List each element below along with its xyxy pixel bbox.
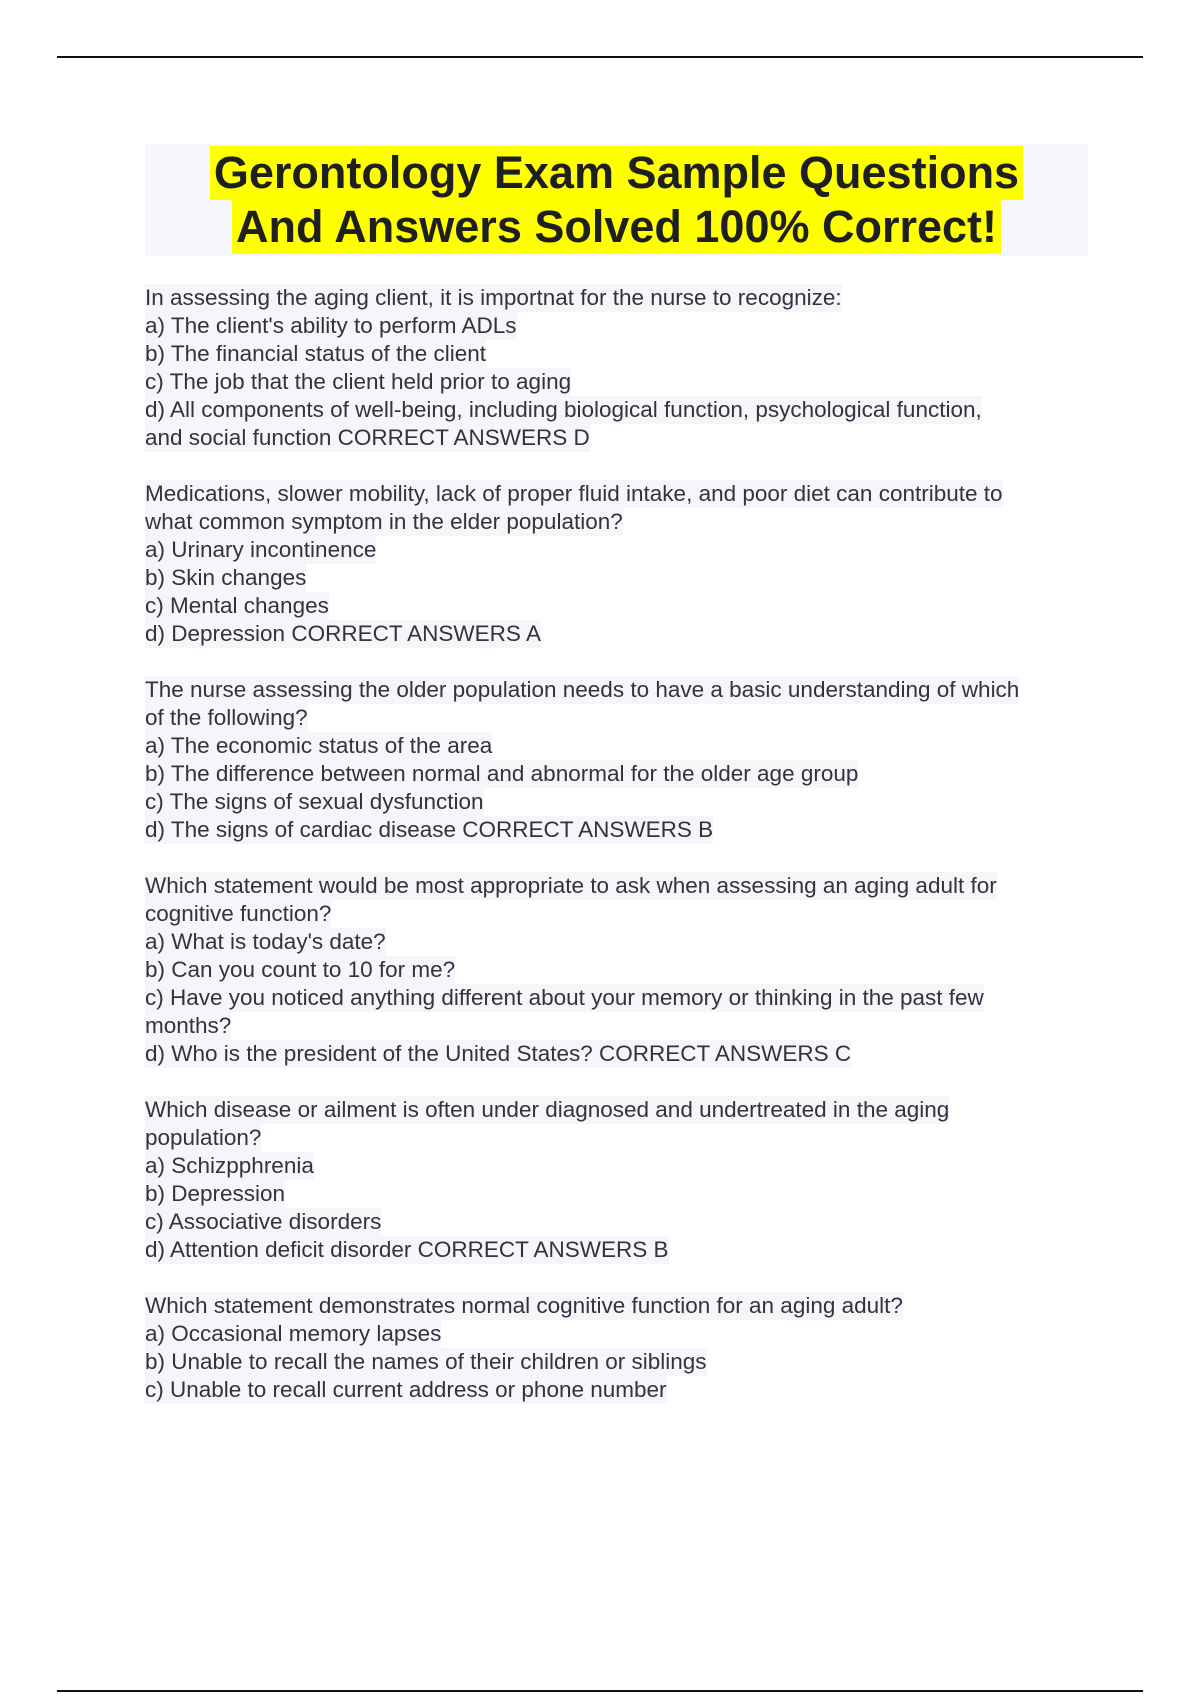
option-b: b) Unable to recall the names of their children or siblings [145, 1349, 707, 1374]
question-block-6 [145, 1292, 1095, 1404]
header-rule [57, 56, 1143, 58]
option-d-answer: d) Who is the president of the United States? CORRECT ANSWERS C [145, 1041, 852, 1066]
question-text: Medications, slower mobility, lack of proper fluid intake, and poor diet can contribute to [145, 481, 1003, 506]
question-block-5 [145, 1096, 1095, 1264]
option-a: a) The client's ability to perform ADLs [145, 313, 517, 338]
title-line-1: Gerontology Exam Sample Questions [210, 146, 1023, 200]
option-c: c) The signs of sexual dysfunction [145, 789, 484, 814]
option-a: a) What is today's date? [145, 929, 386, 954]
document-title [145, 144, 1088, 256]
option-b: b) Can you count to 10 for me? [145, 957, 456, 982]
option-d-answer: d) The signs of cardiac disease CORRECT ANSWERS B [145, 817, 714, 842]
option-c: c) Unable to recall current address or phone number [145, 1377, 667, 1402]
option-d-answer: d) Depression CORRECT ANSWERS A [145, 621, 541, 646]
question-block-4 [145, 872, 1095, 1068]
question-list [145, 284, 1095, 1432]
option-a: a) Occasional memory lapses [145, 1321, 442, 1346]
option-b: b) The difference between normal and abnormal for the older age group [145, 761, 859, 786]
option-d: d) All components of well-being, including biological function, psychological function, [145, 397, 982, 422]
question-text: Which statement would be most appropriate to ask when assessing an aging adult for [145, 873, 997, 898]
question-block-3 [145, 676, 1095, 844]
question-block-2 [145, 480, 1095, 648]
question-text: The nurse assessing the older population needs to have a basic understanding of which [145, 677, 1020, 702]
option-c: c) The job that the client held prior to aging [145, 369, 572, 394]
option-a: a) Schizpphrenia [145, 1153, 314, 1178]
question-text-continued: population? [145, 1125, 262, 1150]
footer-rule [57, 1690, 1143, 1692]
question-block-1 [145, 284, 1095, 452]
question-text-continued: cognitive function? [145, 901, 332, 926]
option-d-continued-answer: and social function CORRECT ANSWERS D [145, 425, 590, 450]
option-c: c) Have you noticed anything different about your memory or thinking in the past few [145, 985, 984, 1010]
question-text: In assessing the aging client, it is importnat for the nurse to recognize: [145, 285, 842, 310]
option-c: c) Associative disorders [145, 1209, 382, 1234]
option-b: b) The financial status of the client [145, 341, 487, 366]
option-b: b) Depression [145, 1181, 286, 1206]
option-d-answer: d) Attention deficit disorder CORRECT ANSWERS B [145, 1237, 669, 1262]
question-text: Which statement demonstrates normal cognitive function for an aging adult? [145, 1293, 903, 1318]
option-c: c) Mental changes [145, 593, 329, 618]
option-b: b) Skin changes [145, 565, 307, 590]
option-a: a) The economic status of the area [145, 733, 493, 758]
question-text-continued: what common symptom in the elder population? [145, 509, 623, 534]
option-c-continued: months? [145, 1013, 232, 1038]
question-text-continued: of the following? [145, 705, 308, 730]
question-text: Which disease or ailment is often under diagnosed and undertreated in the aging [145, 1097, 950, 1122]
option-a: a) Urinary incontinence [145, 537, 377, 562]
title-line-2: And Answers Solved 100% Correct! [232, 200, 1001, 254]
